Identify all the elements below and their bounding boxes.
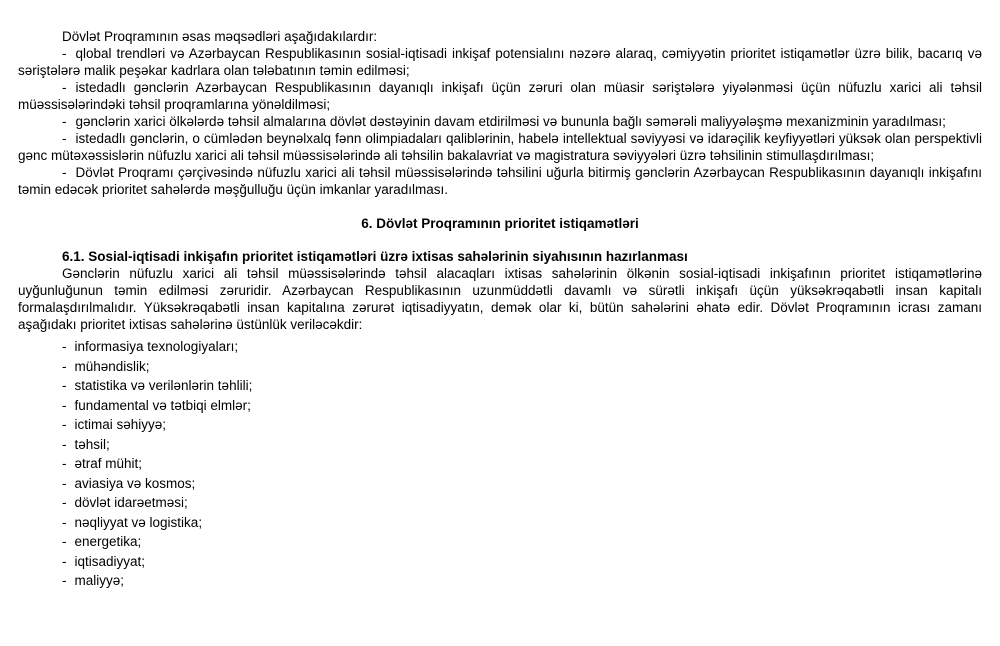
bullet-dash: - bbox=[62, 514, 67, 530]
list-item bbox=[18, 396, 982, 416]
bullet-dash: - bbox=[62, 378, 67, 393]
goal-text: Dövlət Proqramı çərçivəsində nüfuzlu xarici ali təhsil müəssisələrində təhsilini uğurla bitirmiş gənclərin Azərbaycan Respublikasının dayanıqlı inkişafını təmin edəcək prioritet sahələrdə məşğulluğu üçün imkanlar yaradılması. bbox=[18, 165, 982, 197]
bullet-dash: - bbox=[62, 46, 67, 61]
field-text: statistika və verilənlərin təhlili; bbox=[74, 378, 253, 393]
list-item bbox=[18, 493, 982, 513]
list-item bbox=[18, 357, 982, 377]
field-text: ictimai səhiyyə; bbox=[74, 417, 167, 432]
list-item bbox=[18, 571, 982, 591]
list-item bbox=[18, 474, 982, 494]
bullet-dash: - bbox=[62, 436, 67, 452]
goal-text: istedadlı gənclərin Azərbaycan Respublikasının dayanıqlı inkişafı üçün zəruri olan müasir səriştələrə yiyələnməsi üçün nüfuzlu xarici ali təhsil müəssisələrindəki təhsil proqramlarına yönəldilməsi; bbox=[18, 80, 982, 112]
goal-item bbox=[18, 130, 982, 164]
field-text: aviasiya və kosmos; bbox=[74, 475, 196, 491]
goals-list bbox=[18, 45, 982, 198]
field-text: dövlət idarəetməsi; bbox=[74, 495, 188, 510]
field-text: nəqliyyat və logistika; bbox=[74, 514, 203, 530]
bullet-dash: - bbox=[62, 475, 67, 491]
list-item bbox=[18, 337, 982, 357]
bullet-dash: - bbox=[62, 456, 67, 471]
list-item bbox=[18, 513, 982, 533]
bullet-dash: - bbox=[62, 553, 67, 569]
field-text: maliyyə; bbox=[74, 573, 125, 588]
field-text: iqtisadiyyat; bbox=[74, 553, 146, 569]
list-item bbox=[18, 415, 982, 435]
body-paragraph: Gənclərin nüfuzlu xarici ali təhsil müəssisələrində təhsil alacaqları ixtisas sahələrinin ölkənin sosial-iqtisadi inkişafının prioritet istiqamətlərinə uyğunluğunun təmin edilməsi zəruridir. Azərbaycan Respublikasının uzunmüddətli davamlı və sürətli inkişafı üçün yüksəkrəqabətli insan kapitalı formalaşdırılmalıdır. Yüksəkrəqabətli insan kapitalına zərurət iqtisadiyyatın, demək olar ki, bütün sahələrini əhatə edir. Dövlət Proqramının icrası zamanı aşağıdakı prioritet ixtisas sahələrinə üstünlük veriləcəkdir: bbox=[18, 266, 982, 332]
priority-fields-list bbox=[18, 337, 982, 591]
list-item bbox=[18, 454, 982, 474]
bullet-dash: - bbox=[62, 131, 67, 146]
goal-text: qlobal trendləri və Azərbaycan Respublikasının sosial-iqtisadi inkişaf potensialını nəzərə alaraq, cəmiyyətin prioritet istiqamətlər üzrə bilik, bacarıq və səriştələrə malik peşəkar kadrlara olan tələbatının təmin edilməsi; bbox=[18, 46, 982, 78]
list-item bbox=[18, 532, 982, 552]
field-text: ətraf mühit; bbox=[74, 456, 143, 471]
bullet-dash: - bbox=[62, 165, 67, 180]
bullet-dash: - bbox=[62, 397, 67, 413]
goal-item bbox=[18, 79, 982, 113]
bullet-dash: - bbox=[62, 573, 67, 588]
list-item bbox=[18, 376, 982, 396]
subsection-heading: 6.1. Sosial-iqtisadi inkişafın prioritet istiqamətləri üzrə ixtisas sahələrinin siyahısının hazırlanması bbox=[62, 249, 688, 264]
goal-item bbox=[18, 45, 982, 79]
goal-text: istedadlı gənclərin, o cümlədən beynəlxalq fənn olimpiadaları qaliblərinin, habelə intellektual səviyyəsi və idarəçilik keyfiyyətləri yüksək olan perspektivli gənc mütəxəssislərin nüfuzlu xarici ali təhsil müəssisələrində ali təhsilin bakalavriat və magistratura səviyyələri üzrə təhsilinin stimullaşdırılması; bbox=[18, 131, 982, 163]
bullet-dash: - bbox=[62, 358, 67, 374]
bullet-dash: - bbox=[62, 534, 67, 549]
goal-item bbox=[18, 113, 982, 130]
section-heading: 6. Dövlət Proqramının prioritet istiqamətləri bbox=[361, 216, 639, 231]
list-item bbox=[18, 552, 982, 572]
list-item bbox=[18, 435, 982, 455]
field-text: fundamental və tətbiqi elmlər; bbox=[74, 397, 251, 413]
bullet-dash: - bbox=[62, 417, 67, 432]
field-text: mühəndislik; bbox=[74, 358, 150, 374]
bullet-dash: - bbox=[62, 114, 67, 129]
goal-text: gənclərin xarici ölkələrdə təhsil almalarına dövlət dəstəyinin davam etdirilməsi və bununla bağlı səmərəli maliyyələşmə mexanizminin yaradılması; bbox=[75, 114, 946, 129]
field-text: informasiya texnologiyaları; bbox=[74, 339, 239, 354]
field-text: energetika; bbox=[74, 534, 142, 549]
bullet-dash: - bbox=[62, 339, 67, 354]
bullet-dash: - bbox=[62, 495, 67, 510]
intro-paragraph: Dövlət Proqramının əsas məqsədləri aşağıdakılardır: bbox=[62, 29, 378, 44]
bullet-dash: - bbox=[62, 80, 67, 95]
goal-item bbox=[18, 164, 982, 198]
field-text: təhsil; bbox=[74, 436, 110, 452]
